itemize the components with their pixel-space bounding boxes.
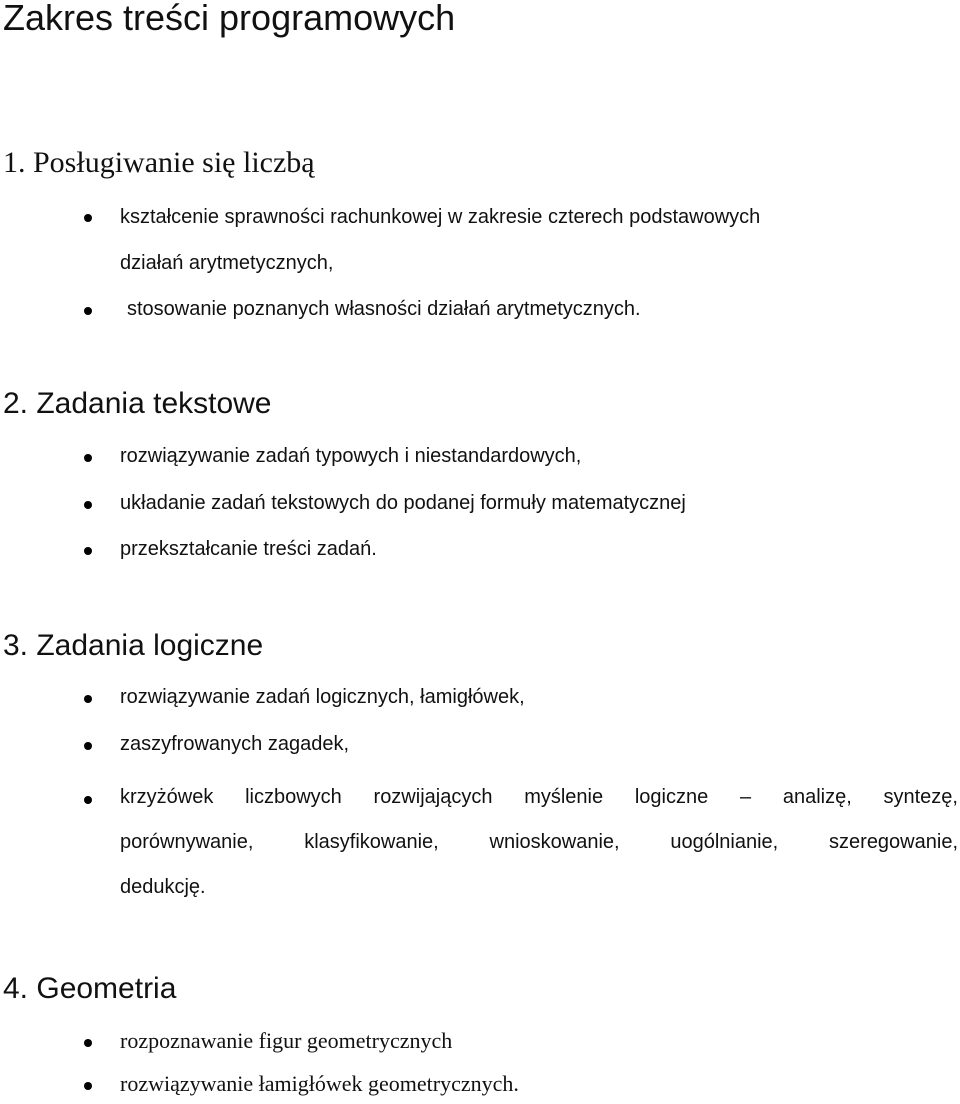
bullet-dot bbox=[84, 214, 92, 222]
list-item: rozwiązywanie zadań typowych i niestandardowych, bbox=[120, 445, 582, 467]
list-item: przekształcanie treści zadań. bbox=[120, 538, 377, 560]
section-heading-2: 2. Zadania tekstowe bbox=[3, 387, 272, 420]
section-heading-4: 4. Geometria bbox=[3, 972, 177, 1005]
list-item: rozwiązywanie łamigłówek geometrycznych. bbox=[120, 1071, 519, 1096]
bullet-dot bbox=[84, 742, 92, 750]
page-title: Zakres treści programowych bbox=[3, 0, 456, 38]
bullet-dot bbox=[84, 1082, 92, 1090]
list-item-continuation: działań arytmetycznych, bbox=[120, 252, 334, 274]
list-item: rozpoznawanie figur geometrycznych bbox=[120, 1028, 453, 1053]
bullet-dot bbox=[84, 547, 92, 555]
bullet-dot bbox=[84, 501, 92, 509]
section-heading-1: 1. Posługiwanie się liczbą bbox=[3, 146, 315, 179]
bullet-dot bbox=[84, 796, 92, 804]
list-item: krzyżówek liczbowych rozwijających myślenie logiczne – analizę, syntezę, bbox=[120, 786, 958, 808]
section-heading-3: 3. Zadania logiczne bbox=[3, 629, 264, 662]
bullet-dot bbox=[84, 695, 92, 703]
list-item-continuation: dedukcję. bbox=[120, 876, 206, 898]
list-item: kształcenie sprawności rachunkowej w zakresie czterech podstawowych bbox=[120, 206, 761, 228]
bullet-dot bbox=[84, 307, 92, 315]
list-item-continuation: porównywanie, klasyfikowanie, wnioskowanie, uogólnianie, szeregowanie, bbox=[120, 831, 958, 853]
list-item: rozwiązywanie zadań logicznych, łamigłówek, bbox=[120, 686, 525, 708]
bullet-dot bbox=[84, 1039, 92, 1047]
list-item: stosowanie poznanych własności działań arytmetycznych. bbox=[127, 298, 641, 320]
list-item: układanie zadań tekstowych do podanej formuły matematycznej bbox=[120, 492, 686, 514]
list-item: zaszyfrowanych zagadek, bbox=[120, 733, 350, 755]
bullet-dot bbox=[84, 454, 92, 462]
